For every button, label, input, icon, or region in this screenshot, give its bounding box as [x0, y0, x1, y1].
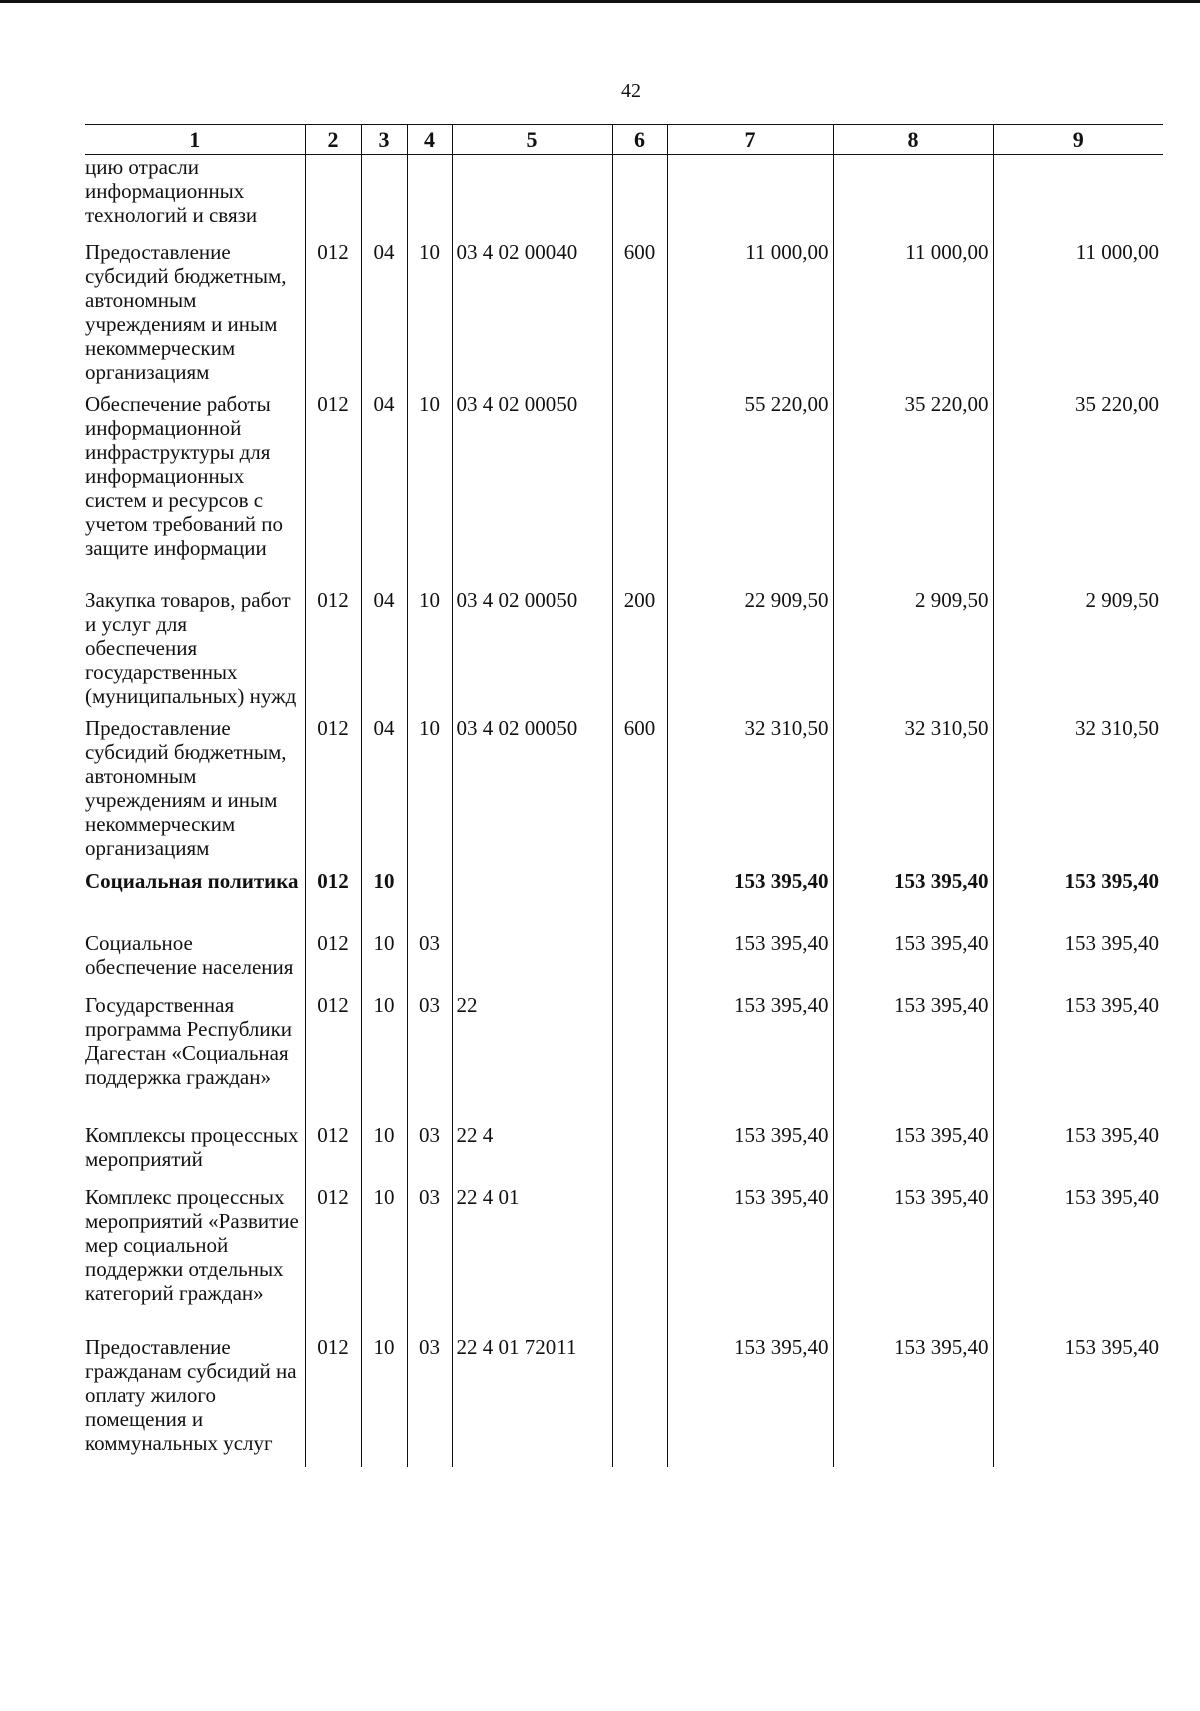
row-name [85, 1115, 305, 1177]
column-header: 8 [833, 125, 993, 155]
amount-year-2: 2 909,50 [833, 580, 993, 708]
amount-year-2: 153 395,40 [833, 1327, 993, 1467]
amount-year-1: 153 395,40 [667, 1115, 833, 1177]
column-header: 6 [612, 125, 667, 155]
page-number: 42 [621, 80, 641, 102]
amount-year-2: 153 395,40 [833, 1177, 993, 1327]
row-name [85, 985, 305, 1115]
row-name-text: Предоставление субсидий бюджетным, автономным учреждениям и иным некоммерческим организациям [85, 715, 287, 860]
row-name [85, 861, 305, 923]
amount-year-3: 153 395,40 [993, 1115, 1163, 1177]
amount-year-1: 22 909,50 [667, 580, 833, 708]
amount-year-1: 32 310,50 [667, 708, 833, 861]
amount-year-2: 153 395,40 [833, 985, 993, 1115]
column-header: 4 [407, 125, 452, 155]
amount-year-3: 35 220,00 [993, 384, 1163, 580]
amount-year-1: 153 395,40 [667, 861, 833, 923]
table-row [85, 708, 1163, 861]
subsection-code: 10 [407, 708, 452, 861]
subsection-code: 03 [407, 1115, 452, 1177]
table-row [85, 384, 1163, 580]
amount-year-2: 11 000,00 [833, 232, 993, 384]
amount-year-2: 153 395,40 [833, 1115, 993, 1177]
amount-year-3: 11 000,00 [993, 232, 1163, 384]
amount-year-1: 153 395,40 [667, 1177, 833, 1327]
column-header: 9 [993, 125, 1163, 155]
target-article-code: 22 [452, 985, 612, 1115]
row-name [85, 155, 305, 232]
amount-year-1: 11 000,00 [667, 232, 833, 384]
amount-year-3: 32 310,50 [993, 708, 1163, 861]
ministry-code: 012 [305, 861, 361, 923]
ministry-code: 012 [305, 1177, 361, 1327]
amount-year-2: 153 395,40 [833, 923, 993, 985]
table-row [85, 1177, 1163, 1327]
ministry-code: 012 [305, 384, 361, 580]
expense-type-code [612, 923, 667, 985]
amount-year-1: 55 220,00 [667, 384, 833, 580]
expense-type-code [612, 861, 667, 923]
target-article-code: 03 4 02 00050 [452, 580, 612, 708]
ministry-code: 012 [305, 232, 361, 384]
amount-year-3: 2 909,50 [993, 580, 1163, 708]
table-row [85, 1115, 1163, 1177]
expense-type-code [612, 384, 667, 580]
row-name-text: Комплекс процессных мероприятий «Развитие мер социальной поддержки отдельных категорий граждан» [85, 1184, 299, 1305]
table-row [85, 923, 1163, 985]
table-row [85, 155, 1163, 232]
ministry-code: 012 [305, 1327, 361, 1467]
column-header: 1 [85, 125, 305, 155]
section-code: 10 [361, 1327, 407, 1467]
amount-year-2: 35 220,00 [833, 384, 993, 580]
table-row [85, 232, 1163, 384]
section-code: 10 [361, 1177, 407, 1327]
row-name-text: Социальное обеспечение населения [85, 930, 294, 979]
subsection-code [407, 861, 452, 923]
table-header-row [85, 125, 1163, 155]
target-article-code [452, 923, 612, 985]
section-code: 10 [361, 985, 407, 1115]
row-name [85, 923, 305, 985]
amount-year-3: 153 395,40 [993, 861, 1163, 923]
row-name [85, 708, 305, 861]
amount-year-3: 153 395,40 [993, 1177, 1163, 1327]
section-code: 04 [361, 384, 407, 580]
row-name-text: Социальная политика [85, 868, 299, 893]
subsection-code: 03 [407, 1327, 452, 1467]
amount-year-2 [833, 155, 993, 232]
row-name-text: Предоставление гражданам субсидий на оплату жилого помещения и коммунальных услуг [85, 1334, 297, 1455]
row-name [85, 580, 305, 708]
subsection-code: 03 [407, 1177, 452, 1327]
column-header: 5 [452, 125, 612, 155]
expense-type-code: 600 [612, 708, 667, 861]
row-name-text: Комплексы процессных мероприятий [85, 1122, 299, 1171]
section-code: 04 [361, 232, 407, 384]
section-code [361, 155, 407, 232]
ministry-code: 012 [305, 708, 361, 861]
row-name [85, 1327, 305, 1467]
section-code: 10 [361, 923, 407, 985]
amount-year-1: 153 395,40 [667, 1327, 833, 1467]
page-top-rule [0, 0, 1200, 3]
target-article-code: 22 4 01 72011 [452, 1327, 612, 1467]
target-article-code [452, 861, 612, 923]
target-article-code: 22 4 [452, 1115, 612, 1177]
table-row [85, 861, 1163, 923]
ministry-code: 012 [305, 580, 361, 708]
amount-year-2: 153 395,40 [833, 861, 993, 923]
section-code: 10 [361, 1115, 407, 1177]
target-article-code: 03 4 02 00040 [452, 232, 612, 384]
table-body [85, 155, 1163, 1467]
section-code: 04 [361, 708, 407, 861]
ministry-code: 012 [305, 985, 361, 1115]
column-header: 2 [305, 125, 361, 155]
row-name [85, 1177, 305, 1327]
row-name-text: цию отрасли информационных технологий и связи [85, 155, 258, 227]
budget-table [85, 124, 1163, 1467]
row-name [85, 384, 305, 580]
table-row [85, 985, 1163, 1115]
expense-type-code: 600 [612, 232, 667, 384]
section-code: 10 [361, 861, 407, 923]
row-name [85, 232, 305, 384]
column-header: 3 [361, 125, 407, 155]
amount-year-1: 153 395,40 [667, 923, 833, 985]
table-row [85, 580, 1163, 708]
row-name-text: Закупка товаров, работ и услуг для обеспечения государственных (муниципальных) нужд [85, 587, 297, 708]
amount-year-1: 153 395,40 [667, 985, 833, 1115]
subsection-code: 10 [407, 580, 452, 708]
amount-year-3: 153 395,40 [993, 985, 1163, 1115]
ministry-code: 012 [305, 1115, 361, 1177]
amount-year-1 [667, 155, 833, 232]
subsection-code [407, 155, 452, 232]
amount-year-3: 153 395,40 [993, 923, 1163, 985]
amount-year-3 [993, 155, 1163, 232]
amount-year-3: 153 395,40 [993, 1327, 1163, 1467]
expense-type-code [612, 1177, 667, 1327]
ministry-code [305, 155, 361, 232]
target-article-code [452, 155, 612, 232]
subsection-code: 03 [407, 985, 452, 1115]
subsection-code: 10 [407, 384, 452, 580]
subsection-code: 03 [407, 923, 452, 985]
row-name-text: Государственная программа Республики Дагестан «Социальная поддержка граждан» [85, 992, 293, 1089]
target-article-code: 03 4 02 00050 [452, 384, 612, 580]
row-name-text: Предоставление субсидий бюджетным, автономным учреждениям и иным некоммерческим организациям [85, 239, 287, 384]
expense-type-code [612, 1327, 667, 1467]
target-article-code: 22 4 01 [452, 1177, 612, 1327]
expense-type-code [612, 155, 667, 232]
amount-year-2: 32 310,50 [833, 708, 993, 861]
section-code: 04 [361, 580, 407, 708]
expense-type-code [612, 1115, 667, 1177]
expense-type-code: 200 [612, 580, 667, 708]
expense-type-code [612, 985, 667, 1115]
table-row [85, 1327, 1163, 1467]
ministry-code: 012 [305, 923, 361, 985]
column-header: 7 [667, 125, 833, 155]
subsection-code: 10 [407, 232, 452, 384]
row-name-text: Обеспечение работы информационной инфраструктуры для информационных систем и ресурсов с учетом требований по защите информации [85, 391, 284, 560]
target-article-code: 03 4 02 00050 [452, 708, 612, 861]
